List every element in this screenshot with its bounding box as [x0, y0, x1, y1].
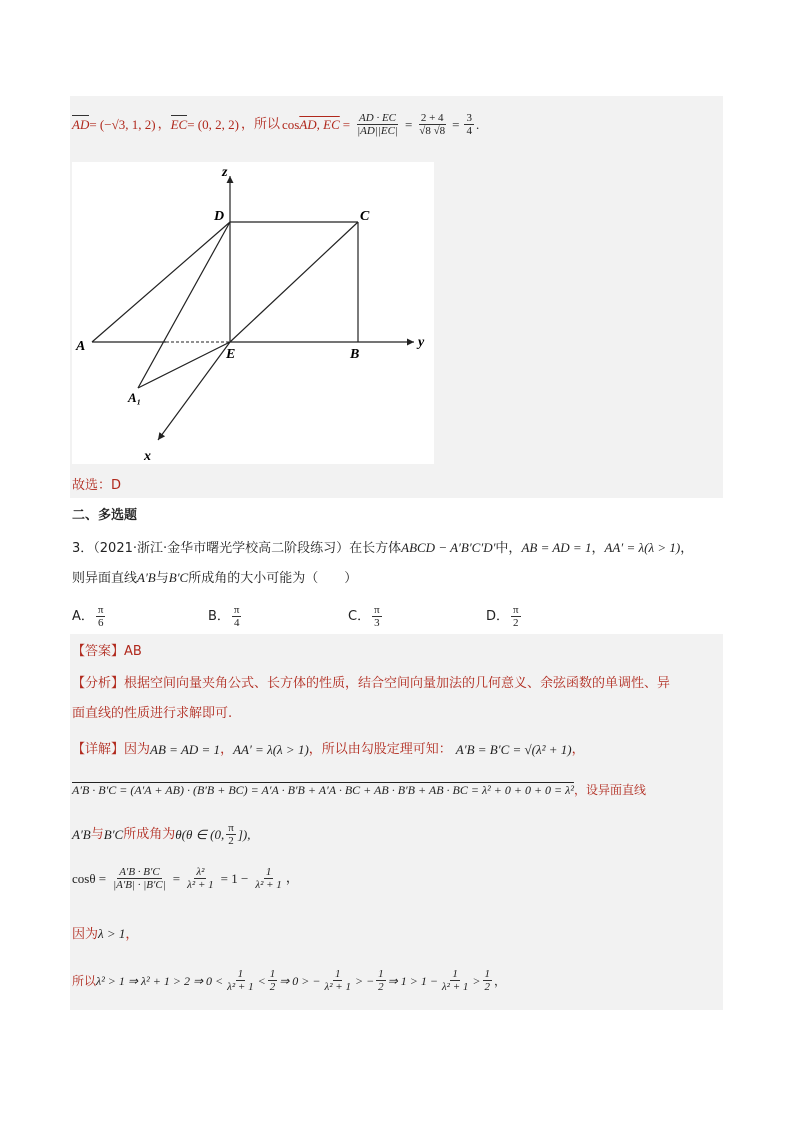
vector-cos-line: AD = (−√3, 1, 2) ， EC = (0, 2, 2) ，所以 cos AD, EC = $\frac{AD \cdot EC}{|AD||EC|}$ = $\frac{2 + 4}{√8 √8}$ = $\frac{3}{4}$ .	[72, 112, 480, 137]
option-b-den: 4	[233, 617, 240, 629]
so-text: ，所以	[240, 116, 280, 132]
option-d-num: π	[513, 604, 519, 616]
lambda-fraction	[185, 866, 216, 891]
option-a-den: 6	[97, 617, 104, 629]
option-c-letter: C．	[348, 608, 371, 624]
vector-ec: EC	[171, 115, 188, 135]
ineq-frac-6-num: 1	[484, 968, 491, 980]
value-fraction-num: 2 + 4	[420, 112, 444, 124]
choose-answer: 故选：D	[72, 478, 122, 493]
ineq-frac-2-den: 2	[269, 981, 276, 993]
vector-ad-value: = (−√3, 1, 2)	[89, 116, 156, 132]
eq-sign-3: =	[452, 116, 460, 132]
analysis-tag: 【分析】	[72, 676, 125, 691]
ineq-frac-6-den: 2	[484, 981, 491, 993]
option-d-fraction	[511, 604, 521, 629]
cos-theta-fraction	[111, 866, 168, 891]
option-a-letter: A．	[72, 608, 94, 624]
detail-tag: 【详解】	[72, 742, 125, 757]
option-c-num: π	[374, 604, 380, 616]
pi-half-den: 2	[228, 835, 234, 847]
row4-comma: ，	[285, 870, 299, 886]
ineq-frac-2	[268, 968, 278, 993]
option-a-num: π	[97, 604, 104, 616]
label-b: B	[350, 347, 360, 362]
label-c: C	[360, 209, 370, 224]
cos-label: cos	[281, 116, 300, 132]
label-z: z	[222, 165, 228, 180]
detail-range-close: ]),	[237, 826, 251, 842]
ineq-frac-1	[225, 968, 256, 993]
coordinate-diagram	[72, 162, 434, 464]
answer-line	[72, 642, 142, 662]
detail-angle-is: 所成角为	[123, 826, 176, 842]
label-a1: A₁	[128, 390, 142, 405]
option-a[interactable]	[72, 604, 107, 629]
reciprocal-fraction	[253, 866, 284, 891]
detail-a1b: A′B	[72, 826, 91, 842]
cos-eq: =	[172, 870, 181, 886]
result-fraction-num: 3	[466, 112, 472, 124]
cos-fraction	[355, 112, 400, 137]
q3-and: 与	[155, 571, 169, 586]
ineq-frac-6	[483, 968, 493, 993]
q3-comma-1: ，	[591, 541, 605, 556]
vector-ad: AD	[72, 115, 89, 135]
cuboid-name: ABCD − A′B′C′D′	[401, 540, 496, 555]
question-source: 3．（2021·浙江·金华市曙光学校高二阶段练习）在长方体	[72, 541, 402, 556]
detail-aa-lambda: AA′ = λ(λ > 1)	[233, 742, 309, 757]
ineq-frac-4	[376, 968, 386, 993]
ineq-chain-3: ⇒ 1 > 1 −	[387, 973, 438, 988]
detail-and: 与	[90, 826, 104, 842]
ab-ad-condition: AB = AD = 1	[521, 540, 592, 555]
detail-pi-half	[226, 822, 236, 847]
detail-ab-ad: AB = AD = 1	[150, 742, 221, 757]
row5-comma: ，	[125, 927, 139, 942]
pi-half-num: π	[228, 822, 234, 834]
value-fraction-den: √8 √8	[419, 125, 446, 137]
one-minus: = 1 −	[220, 870, 249, 886]
detail-b1c: B′C	[103, 826, 124, 842]
ineq-frac-3-num: 1	[334, 968, 341, 980]
vector-ec-value: = (0, 2, 2)	[187, 116, 239, 132]
x-axis	[158, 342, 230, 440]
option-b-num: π	[233, 604, 240, 616]
row6-comma: ，	[494, 973, 507, 988]
q3-ask: 所成角的大小可能为（ ）	[188, 571, 358, 586]
aa-lambda-condition: AA′ = λ(λ > 1)	[604, 540, 681, 555]
cos-theta: cosθ =	[72, 870, 107, 886]
section-heading: 二、多选题	[72, 508, 138, 523]
detail-line-5	[72, 924, 138, 945]
geometry-figure	[72, 162, 434, 464]
ineq-frac-3	[322, 968, 353, 993]
segment-a1d	[138, 222, 230, 388]
because-text: 因为	[72, 927, 99, 942]
option-c[interactable]	[348, 604, 384, 629]
result-fraction-den: 4	[466, 125, 472, 137]
q3-text-b: 中，	[495, 541, 522, 556]
result-fraction	[464, 112, 474, 137]
ineq-frac-1-num: 1	[237, 968, 244, 980]
detail-theta-range: θ(θ ∈ (0,	[175, 826, 225, 842]
option-d-letter: D．	[486, 608, 510, 624]
detail-line-1	[72, 740, 585, 760]
q3-text-lines: 则异面直线	[72, 571, 138, 586]
q3-comma-2: ，	[680, 541, 694, 556]
detail-comma-2: ，	[571, 742, 585, 757]
ineq-frac-1-den: λ² + 1	[227, 981, 254, 993]
label-x: x	[144, 449, 151, 464]
ineq-chain-2: ⇒ 0 > −	[279, 973, 321, 988]
detail-pythagoras: ，所以由勾股定理可知：	[308, 742, 452, 757]
therefore-text: 所以	[72, 973, 97, 988]
eq-sign-2: =	[404, 116, 413, 132]
ineq-lt: <	[257, 973, 266, 988]
answer-tag: 【答案】	[72, 644, 125, 659]
ineq-frac-2-num: 1	[269, 968, 276, 980]
segment-ce	[230, 222, 358, 342]
ineq-frac-4-den: 2	[378, 981, 384, 993]
line-a1b: A′B	[137, 570, 156, 585]
ineq-frac-3-den: λ² + 1	[324, 981, 351, 993]
detail-because: 因为	[124, 742, 151, 757]
option-a-fraction	[96, 604, 106, 629]
segment-a1e	[138, 342, 230, 388]
option-c-fraction	[372, 604, 382, 629]
detail-line-6	[72, 968, 506, 993]
label-y: y	[418, 335, 425, 350]
detail-let-lines: ，设异面直线	[573, 783, 646, 797]
cos-args: AD, EC	[299, 116, 340, 132]
line1-period: .	[475, 116, 480, 132]
cos-theta-den: |A′B| · |B′C|	[113, 879, 166, 891]
detail-line-4	[72, 866, 299, 891]
reciprocal-den: λ² + 1	[255, 879, 282, 891]
detail-comma-1: ，	[220, 742, 234, 757]
analysis-line-1	[72, 674, 670, 694]
answer-value: AB	[124, 644, 142, 659]
lambda-num: λ²	[196, 866, 205, 878]
ineq-gt-minus: > −	[354, 973, 375, 988]
line-b1c: B′C	[168, 570, 189, 585]
lambda-den: λ² + 1	[187, 879, 214, 891]
ineq-gt: >	[472, 973, 481, 988]
option-d-den: 2	[513, 617, 519, 629]
option-b[interactable]	[208, 604, 243, 629]
cos-fraction-num: AD · EC	[359, 112, 397, 124]
detail-line-2	[72, 780, 646, 800]
inequality-chain-1: λ² > 1 ⇒ λ² + 1 > 2 ⇒ 0 <	[96, 973, 224, 988]
ineq-frac-5	[440, 968, 471, 993]
lambda-gt-1: λ > 1	[98, 926, 126, 941]
detail-line-3	[72, 822, 250, 847]
analysis-text-1: 根据空间向量夹角公式、长方体的性质，结合空间向量加法的几何意义、余弦函数的单调性、异	[124, 676, 671, 691]
dot-product-expansion: A′B · B′C = (A′A + AB) · (B′B + BC) = A′A · B′B + A′A · BC + AB · B′B + AB · BC = λ² + 0 + 0 + 0 = λ²	[72, 783, 574, 797]
ineq-frac-4-num: 1	[378, 968, 384, 980]
analysis-line-2: 面直线的性质进行求解即可.	[72, 706, 233, 721]
option-c-den: 3	[374, 617, 380, 629]
ineq-frac-5-den: λ² + 1	[441, 981, 469, 993]
question-3-line-1	[72, 538, 693, 559]
label-d: D	[214, 209, 225, 224]
cos-theta-num: A′B · B′C	[119, 866, 160, 878]
reciprocal-num: 1	[265, 866, 272, 878]
segment-ad	[92, 222, 230, 342]
label-a: A	[76, 339, 86, 354]
detail-length: A′B = B′C = √(λ² + 1)	[455, 742, 572, 757]
ineq-frac-5-num: 1	[452, 968, 458, 980]
question-3-line-2	[72, 568, 357, 589]
cos-fraction-den: |AD||EC|	[357, 125, 398, 137]
value-fraction	[417, 112, 447, 137]
option-b-letter: B．	[208, 608, 230, 624]
eq-sign-1: =	[342, 116, 351, 132]
option-b-fraction	[232, 604, 242, 629]
option-d[interactable]	[486, 604, 523, 629]
label-e: E	[226, 347, 236, 362]
